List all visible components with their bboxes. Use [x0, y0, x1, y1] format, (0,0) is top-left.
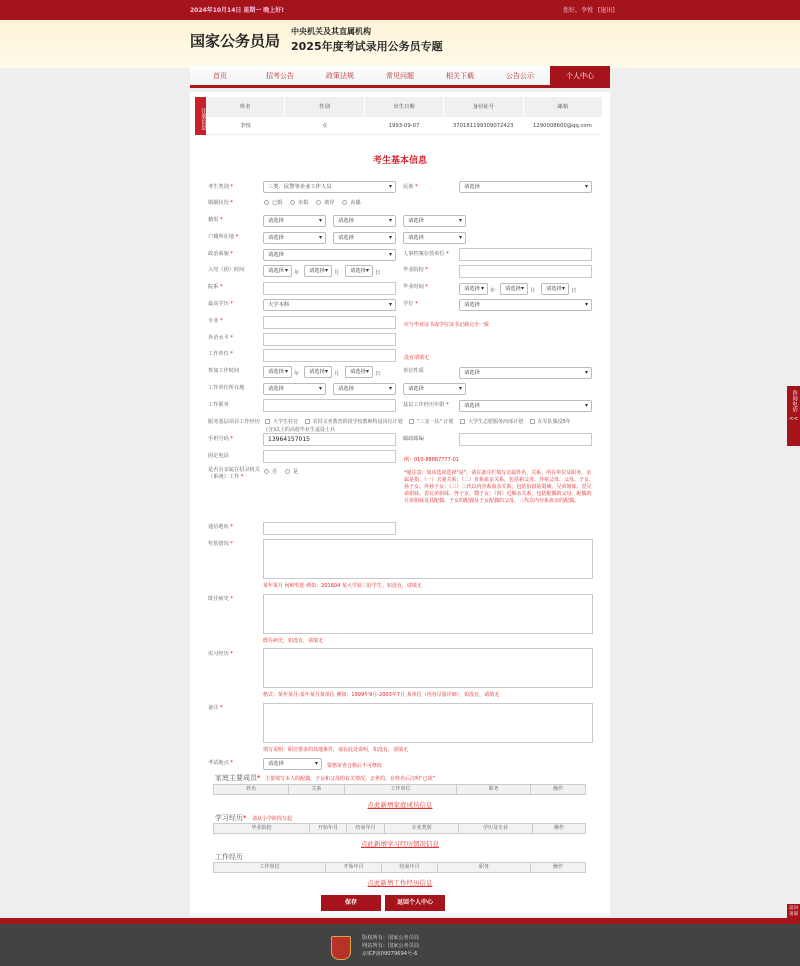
consult-phone-tab[interactable] — [787, 386, 800, 446]
service-checkboxes — [260, 418, 571, 425]
reg-email: 1290008600@qq.com — [533, 123, 592, 129]
unit-day: 日 — [375, 270, 381, 276]
checkbox-three-supports[interactable] — [409, 419, 414, 424]
registration-tag: 注册信息 — [195, 97, 206, 135]
radio-widowed[interactable] — [342, 200, 347, 205]
label-native: 籍贯 * — [208, 216, 223, 223]
native-county-select[interactable]: 请选择 ▾ — [403, 215, 466, 227]
unit-day: 日 — [571, 288, 577, 294]
copyright: 版权所有：国家公务员局 — [362, 935, 420, 941]
political-select[interactable]: 请选择 ▾ — [263, 249, 396, 261]
grassroots-select[interactable]: 请选择 ▾ — [459, 400, 592, 412]
option-label: 农村义务教育阶段学校教师特设岗位计划 — [312, 419, 403, 425]
major-input[interactable] — [263, 316, 396, 329]
registration-row — [206, 117, 602, 135]
archive-input[interactable] — [459, 248, 592, 261]
employer-input[interactable] — [263, 349, 396, 362]
native-province-select[interactable]: 请选择 ▾ — [263, 215, 326, 227]
label-exam-site: 考试地点 * — [208, 759, 233, 766]
relative-notice: *通注意：如该选项选择"是"，请在备注栏填写亲属姓名、关系、所在单位及职务。亲属是指：（一）夫妻关系；（二）直系血亲关系，包括祖父母、外祖父母、父母、子女、孙子女、外孙子女；（三）三代以内旁系血亲关系，包括伯叔姑舅姨、兄弟姐妹、堂兄弟姐妹、表兄弟姐妹、侄子女、甥子女；（四）近姻亲关系，包括配偶的父母、配偶的兄弟姐妹及其配偶、子女的配偶及子女配偶的父母、三代以内旁系血亲的配偶。 — [404, 470, 595, 504]
degree-select[interactable]: 请选择 ▾ — [459, 299, 592, 311]
col: 姓名 — [214, 785, 289, 794]
emblem-icon — [331, 936, 351, 960]
col: 工作单位 — [214, 863, 326, 872]
header-title: 2025年度考试录用公务员专题 — [291, 40, 443, 53]
header — [0, 20, 800, 68]
option-divorced: 离异 — [324, 200, 335, 206]
phone-input[interactable] — [263, 450, 396, 463]
col: 职务 — [457, 785, 531, 794]
col: 关系 — [289, 785, 345, 794]
department-input[interactable] — [263, 282, 396, 295]
add-family-link[interactable]: 点此新增家庭成员信息 — [367, 801, 433, 809]
employer-hint: 没有请填无 — [404, 355, 430, 361]
option-no: 否 — [272, 469, 278, 475]
label-relative: 是否有亲属在招录机关（系统）工作 * — [208, 467, 260, 481]
reg-id: 370181199309072423 — [452, 123, 514, 129]
col-gender: 性别 — [284, 97, 363, 117]
logout-link[interactable]: [退出] — [598, 7, 615, 14]
col: 学历及专业 — [459, 824, 533, 833]
col: 专业类别 — [385, 824, 459, 833]
mobile-input[interactable]: 13964157015 — [263, 433, 396, 446]
phone-hint: 例：010-88887777-01 — [404, 457, 459, 463]
site-owner: 网站所有：国家公务员局 — [362, 943, 420, 949]
add-study-link[interactable]: 点此新增学习经历情况信息 — [361, 840, 439, 848]
marital-radios — [258, 199, 361, 206]
party-year-select[interactable]: 请选择 ▾ — [263, 265, 292, 277]
label-postcode: 邮政邮编 — [403, 436, 424, 442]
label-language: 外语水平 * — [208, 334, 233, 341]
label-degree: 学位 * — [403, 300, 418, 307]
employer-county-select[interactable]: 请选择 ▾ — [403, 383, 466, 395]
reg-name: 李悦 — [240, 123, 251, 129]
relative-radios — [258, 468, 298, 475]
col: 操作 — [552, 864, 563, 870]
nav-home[interactable]: 首页 — [213, 72, 227, 80]
awards-hint: 某年某月 何种奖惩 例如：201604 某大学获三好学生。如没有，请填无 — [263, 583, 422, 589]
label-medical: 既往病史 * — [208, 595, 233, 602]
internship-hint: 格式：某年某月-某年某月某单位 例如：1999年9月-2003年7月 某单位（内容尽量详细），如没有，请填无 — [263, 692, 500, 698]
language-input[interactable] — [263, 333, 396, 346]
position-input[interactable] — [263, 399, 396, 412]
label-employer: 工作单位 * — [208, 350, 233, 357]
label-unit-type: 单位性质 — [403, 368, 424, 374]
family-title: 家庭主要成员* — [215, 774, 261, 782]
radio-divorced[interactable] — [316, 200, 321, 205]
label-awards: 奖惩情况 * — [208, 540, 233, 547]
date-text: 2024年10月14日 星期一 晚上好! — [190, 7, 285, 14]
unit-year: 年 — [294, 270, 300, 276]
top-bar — [0, 0, 800, 20]
back-to-top-button[interactable]: 返回顶部 — [787, 904, 800, 920]
family-title-text: 家庭主要成员 — [215, 774, 257, 782]
nav-downloads[interactable]: 相关下载 — [446, 72, 474, 80]
footer-text — [362, 934, 419, 958]
option-label: 在军队服役5年 — [537, 419, 571, 425]
label-school: 毕业院校 * — [403, 266, 428, 273]
unit-month: 月 — [334, 270, 340, 276]
native-city-select[interactable]: 请选择 ▾ — [333, 215, 396, 227]
form-title: 考生基本信息 — [372, 156, 427, 166]
unit-type-select[interactable]: 请选择 ▾ — [459, 367, 592, 379]
label-category: 考生类别 * — [208, 183, 233, 190]
back-to-center-button[interactable]: 返回个人中心 — [385, 895, 445, 911]
label-grassroots: 基层工作经历年限 * — [403, 401, 449, 408]
add-work-link[interactable]: 点此新增工作经历信息 — [367, 879, 433, 887]
label-education: 最高学历 * — [208, 300, 233, 307]
site-logo[interactable]: 国家公务员局 — [190, 32, 281, 50]
col: 毕业院校 — [214, 824, 310, 833]
education-select[interactable]: 大学本科 ▾ — [263, 299, 396, 311]
user-greeting: 您好，李悦 — [563, 7, 594, 14]
school-input[interactable] — [459, 265, 592, 278]
work-year-select[interactable]: 请选择 ▾ — [263, 366, 292, 378]
radio-yes[interactable] — [285, 469, 290, 474]
radio-no[interactable] — [264, 469, 269, 474]
grad-day-select[interactable]: 请选择 ▾ — [541, 283, 569, 295]
label-phone: 固定电话 — [208, 453, 229, 459]
footer — [0, 924, 800, 966]
remarks-hint: 填写说明：职位要求的其他条件，请在此处说明，如没有，请填无 — [263, 747, 409, 753]
service-extra: (含)以上的高校毕业生退役士兵 — [266, 427, 335, 433]
label-address: 通信地址 * — [208, 523, 233, 530]
checkbox-village-official[interactable] — [265, 419, 270, 424]
label-remarks: 备注 * — [208, 704, 223, 711]
label-work-date: 参加工作时间 — [208, 368, 240, 374]
major-hint: 应与毕业证书或学位证书记载完全一致 — [404, 322, 490, 328]
col: 开始年月 — [326, 863, 382, 872]
label-ethnicity: 民族 * — [403, 183, 418, 190]
remarks-textarea[interactable] — [263, 703, 593, 743]
option-label: "三支一扶" 计划 — [417, 419, 454, 425]
option-married: 已婚 — [272, 200, 283, 206]
checkbox-military[interactable] — [530, 419, 535, 424]
label-archive: 人事档案存放单位 * — [403, 250, 449, 257]
category-select[interactable]: 三类、民警等企业工作人员 ▾ — [263, 181, 396, 193]
nav-faq[interactable]: 常见问题 — [386, 72, 414, 80]
label-employer-location: 工作单位所在地 — [208, 385, 245, 391]
col-name: 姓名 — [239, 104, 251, 110]
reg-gender: 女 — [322, 123, 328, 129]
work-month-select[interactable]: 请选择 ▾ — [304, 366, 332, 378]
family-table-header — [213, 784, 586, 795]
household-city-select[interactable]: 请选择 ▾ — [333, 232, 396, 244]
label-position: 工作职务 — [208, 402, 229, 408]
registration-header — [206, 97, 602, 117]
col-birth: 出生日期 — [364, 97, 443, 117]
main-nav — [190, 66, 610, 88]
label-political: 政治面貌 * — [208, 250, 233, 257]
study-hint: 请从小学阶段写起 — [252, 816, 293, 822]
work-table-header — [213, 862, 586, 873]
col: 结束年月 — [382, 863, 438, 872]
grad-month-select[interactable]: 请选择 ▾ — [500, 283, 528, 295]
unit-month: 月 — [530, 288, 536, 294]
label-party-date: 入党（团）时间 — [208, 267, 245, 273]
col-email: 邮箱 — [523, 97, 602, 117]
save-button[interactable]: 保存 — [321, 895, 381, 911]
postcode-input[interactable] — [459, 433, 592, 446]
col: 开始年月 — [310, 824, 347, 833]
grad-year-select[interactable]: 请选择 ▾ — [459, 283, 488, 295]
col: 结束年月 — [347, 824, 385, 833]
option-label: 大学生志愿服务西部计划 — [468, 419, 524, 425]
header-subtitle: 中央机关及其直属机构 — [291, 27, 371, 36]
collapse-icon[interactable]: << — [788, 416, 799, 422]
label-major: 专业 * — [208, 317, 223, 324]
work-title: 工作经历 — [215, 853, 243, 861]
awards-textarea[interactable] — [263, 539, 593, 579]
checkbox-rural-teacher[interactable] — [305, 419, 310, 424]
col: 职务 — [438, 863, 531, 872]
nav-personal-center[interactable]: 个人中心 — [550, 66, 610, 85]
radio-unmarried[interactable] — [290, 200, 295, 205]
checkbox-western-volunteer[interactable] — [460, 419, 465, 424]
label-department: 院系 * — [208, 283, 223, 290]
exam-site-select[interactable]: 请选择 ▾ — [263, 758, 322, 770]
unit-month: 月 — [334, 371, 340, 377]
col-id: 身份证号 — [443, 97, 522, 117]
option-yes: 是 — [292, 469, 299, 475]
radio-married[interactable] — [264, 200, 269, 205]
option-widowed: 丧偶 — [350, 200, 361, 206]
medical-textarea[interactable] — [263, 594, 593, 634]
address-input[interactable] — [263, 522, 396, 535]
col: 操作 — [552, 786, 563, 792]
employer-province-select[interactable]: 请选择 ▾ — [263, 383, 326, 395]
label-service: 服务基层项目工作经历 — [208, 419, 260, 425]
study-title-text: 学习经历 — [215, 814, 243, 822]
internship-textarea[interactable] — [263, 648, 593, 688]
label-marital: 婚姻状况 * — [208, 199, 233, 206]
col: 操作 — [553, 825, 564, 831]
label-household: 户籍所在地 * — [208, 233, 238, 240]
party-month-select[interactable]: 请选择 ▾ — [304, 265, 332, 277]
employer-city-select[interactable]: 请选择 ▾ — [333, 383, 396, 395]
label-internship: 实习经历 * — [208, 650, 233, 657]
family-hint: 主要填写本人的配偶、子女和父母的有关情况，去世的，在姓名后注明“已故” — [265, 776, 436, 782]
unit-year: 年 — [490, 288, 496, 294]
medical-hint: 既往病史，如没有，请填无 — [263, 638, 324, 644]
household-county-select[interactable]: 请选择 ▾ — [403, 232, 466, 244]
option-unmarried: 未婚 — [298, 200, 309, 206]
exam-site-hint: 资格审查合格后不可修改 — [327, 763, 383, 769]
work-day-select[interactable]: 请选择 ▾ — [345, 366, 373, 378]
household-province-select[interactable]: 请选择 ▾ — [263, 232, 326, 244]
nav-recruitment[interactable]: 招考公告 — [266, 72, 294, 80]
reg-birth: 1993-09-07 — [388, 123, 420, 129]
party-day-select[interactable]: 请选择 ▾ — [345, 265, 373, 277]
col: 工作单位 — [345, 785, 457, 794]
nav-notices[interactable]: 公告公示 — [506, 72, 534, 80]
nav-policy[interactable]: 政策法规 — [326, 72, 354, 80]
option-label: 大学生村官 — [273, 419, 299, 425]
consult-label: 咨询电话 — [791, 390, 797, 412]
unit-day: 日 — [375, 371, 381, 377]
study-table-header — [213, 823, 586, 834]
label-mobile: 手机号码 * — [208, 435, 233, 442]
study-title: 学习经历* — [215, 814, 247, 822]
label-grad-date: 毕业时间 * — [403, 283, 428, 290]
icp-number[interactable]: 京ICP备09079694号-6 — [362, 951, 418, 957]
ethnicity-select[interactable]: 请选择 ▾ — [459, 181, 592, 193]
unit-year: 年 — [294, 371, 300, 377]
